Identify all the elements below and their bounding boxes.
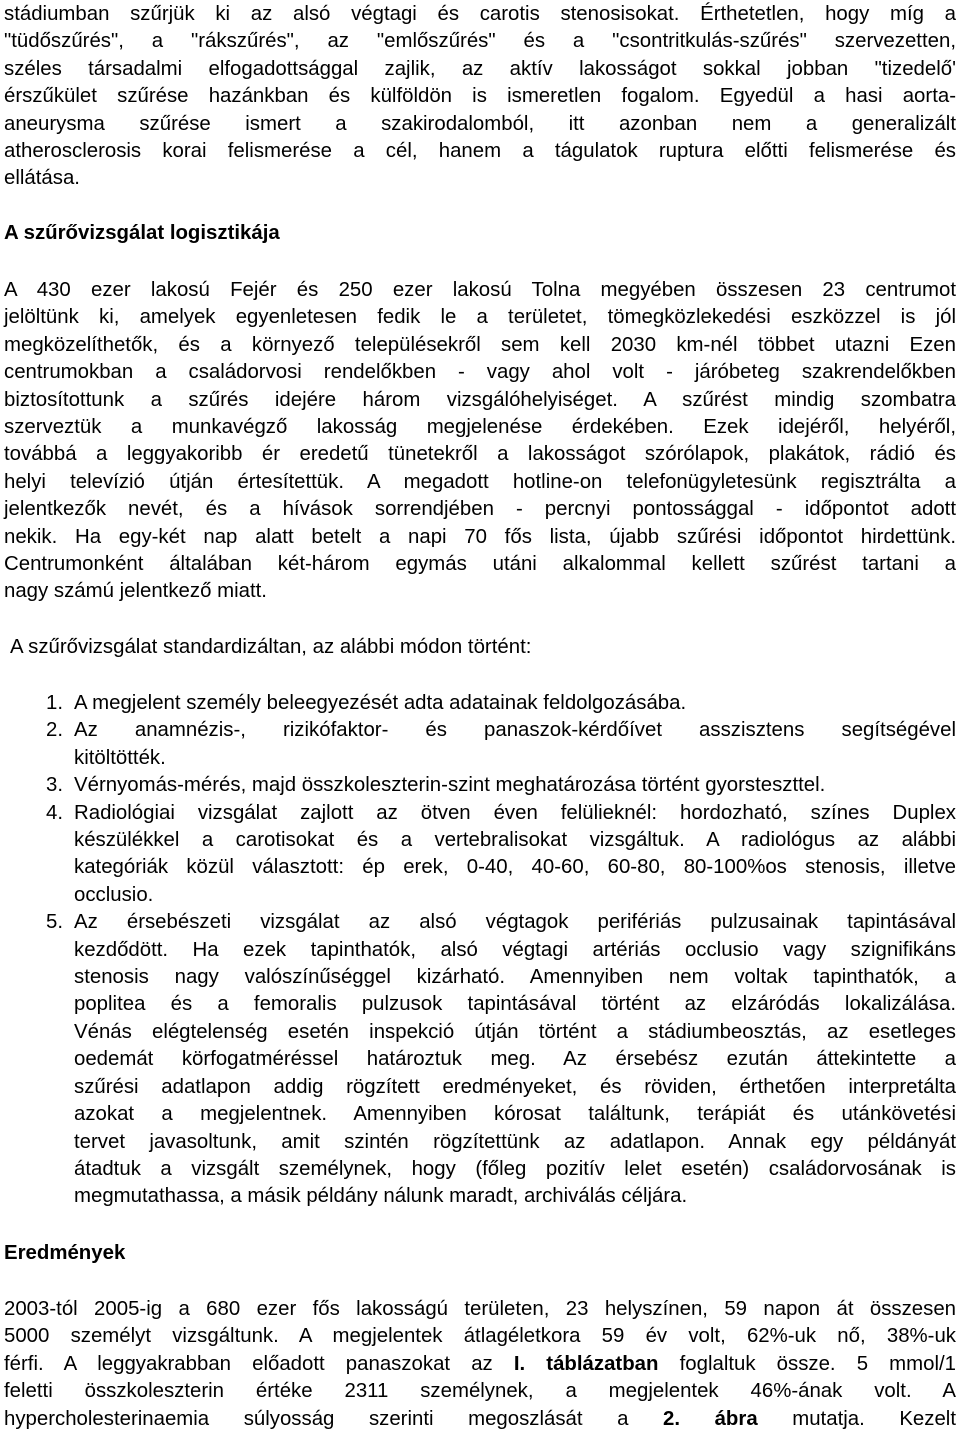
text-line: Az érsebészeti vizsgálat az alsó végtagok perifériás pulzusainak tapintásával <box>74 911 956 934</box>
text-line: érszűkület szűrése hazánkban és külföldön is ismeretlen fogalom. Egyedül a hasi aorta- <box>4 85 956 108</box>
text-line: szerveztük a munkavégző lakosság megjelenése érdekében. Ezek idejéről, helyéről, <box>4 416 956 439</box>
text-line: poplitea és a femoralis pulzusok tapintásával történt az elzáródás lokalizálása. <box>74 993 956 1016</box>
text-line: Az anamnézis-, rizikófaktor- és panaszok-kérdőívet asszisztens segítségével <box>74 719 956 742</box>
text-line: stenosis nagy valószínűséggel kizárható. Amennyiben nem voltak tapinthatók, a <box>74 966 956 989</box>
text-line: továbbá a leggyakoribb ér eredetű tünetekről a lakosságot szórólapok, plakátok, rádió és <box>4 443 956 466</box>
text-line: 2003-tól 2005-ig a 680 ezer fős lakosságú területen, 23 helyszínen, 59 napon át összesen <box>4 1298 956 1320</box>
text-line: azokat a megjelentnek. Amennyiben kórosat találtunk, terápiát és utánkövetési <box>74 1103 956 1126</box>
text-line: tervet javasoltunk, amit szintén rögzítettünk az adatlapon. Annak egy példányát <box>74 1130 956 1153</box>
text-line: jelentkezők nevét, és a hívások sorrendjében - percnyi pontossággal - időpontot adott <box>4 498 956 521</box>
text-line: A 430 ezer lakosú Fejér és 250 ezer lakosú Tolna megyében összesen 23 centrumot <box>4 279 956 301</box>
figure-reference: 2. ábra <box>663 1407 758 1430</box>
list-number: 2. <box>46 719 64 742</box>
text-line: feletti összkoleszterin értéke 2311 személynek, a megjelentek 46%-ának volt. A <box>4 1380 956 1403</box>
list-number: 3. <box>46 774 64 797</box>
list-number: 5. <box>46 911 64 934</box>
text-line: kategóriák közül választott: ép erek, 0-40, 40-60, 60-80, 80-100%os stenosis, illetve <box>74 856 956 879</box>
text-line: megközelíthetők, és a környező településekről sem kell 2030 km-nél többet utazni Ezen <box>4 333 956 356</box>
list-number: 1. <box>46 692 64 714</box>
text-line: kezdődött. Ha ezek tapinthatók, alsó végtagi artériás occlusio vagy szignifikáns <box>74 938 956 961</box>
text-line: ellátása. <box>4 167 80 190</box>
text-line: biztosítottunk a szűrés idejére három vizsgálóhelyiséget. A szűrést mindig szombatra <box>4 388 956 411</box>
text-line: centrumokban a családorvosi rendelőkben - vagy ahol volt - járóbeteg szakrendelőkben <box>4 361 956 384</box>
paragraph-logistics <box>4 277 956 606</box>
text-run: mutatja. Kezelt <box>757 1407 956 1430</box>
text-line: készülékkel a carotisokat és a vertebralisokat vizsgáltuk. A radiológus az alábbi <box>74 829 956 852</box>
text-line: Radiológiai vizsgálat zajlott az ötven éven felülieknél: hordozható, színes Duplex <box>74 801 956 824</box>
text-line: átadtuk a vizsgált személynek, hogy (főleg pozitív lelet esetén) családorvosának is <box>74 1157 956 1180</box>
text-line: széles társadalmi elfogadottsággal zajlik, az aktív lakosságot sokkal jobban "tizedelő' <box>4 57 956 80</box>
text-line: jelöltünk ki, amelyek egyenletesen fedik le a területet, tömegközlekedési eszközzel is jól <box>4 306 956 329</box>
list-item <box>4 909 956 1210</box>
table-reference: I. táblázatban <box>513 1352 659 1375</box>
text-line: szűrési adatlapon addig rögzített eredményeket, és röviden, érthetően interpretálta <box>74 1075 956 1098</box>
section-heading-results: Eredmények <box>4 1242 126 1264</box>
text-line: "tüdőszűrés", a "rákszűrés", az "emlőszűrés" és a "csontritkulás-szűrés" szervezetten, <box>4 30 956 53</box>
procedure-list <box>4 690 956 1211</box>
text-run: foglaltuk össze. 5 mmol/1 <box>658 1352 957 1375</box>
list-item <box>4 717 956 772</box>
text-line: helyi televízió útján értesítettük. A megadott hotline-on telefonügyletesünk regisztrálta a <box>4 470 956 493</box>
text-line: Centrumonként általában két-három egymás utáni alkalommal kellett szűrést tartani a <box>4 553 956 576</box>
list-intro: A szűrővizsgálat standardizáltan, az alábbi módon történt: <box>10 636 532 658</box>
text-line: stádiumban szűrjük ki az alsó végtagi és carotis stenosisokat. Érthetetlen, hogy míg a <box>4 3 956 25</box>
list-item <box>4 800 956 910</box>
text-run: férfi. A leggyakrabban előadott panaszokat az <box>4 1352 514 1375</box>
text-run: hypercholesterinaemia súlyosság szerinti megoszlását a <box>4 1407 664 1430</box>
text-line <box>4 1351 956 1378</box>
text-line: 5000 személyt vizsgáltunk. A megjelentek átlagéletkora 59 év volt, 62%-uk nő, 38%-uk <box>4 1325 956 1348</box>
paragraph-intro <box>4 1 956 193</box>
list-number: 4. <box>46 801 64 824</box>
text-line: oedemát körfogatméréssel határoztuk meg. Az érsebész ezután áttekintette a <box>74 1048 956 1071</box>
text-line <box>4 1406 956 1433</box>
text-line: kitöltötték. <box>74 746 166 769</box>
text-line: megmutathassa, a másik példány nálunk maradt, archiválás céljára. <box>74 1185 688 1208</box>
text-line: occlusio. <box>74 883 154 906</box>
section-heading-logistics: A szűrővizsgálat logisztikája <box>4 222 280 244</box>
list-item <box>4 690 956 717</box>
text-line: nekik. Ha egy-két nap alatt betelt a napi 70 fős lista, újabb szűrési időpontot hirdettünk. <box>4 525 956 548</box>
paragraph-results <box>4 1296 956 1433</box>
text-line: aneurysma szűrése ismert a szakirodalomból, itt azonban nem a generalizált <box>4 112 956 135</box>
text-line: nagy számú jelentkező miatt. <box>4 580 267 603</box>
text-line: A megjelent személy beleegyezését adta adatainak feldolgozásába. <box>74 692 687 714</box>
text-line: Vérnyomás-mérés, majd összkoleszterin-szint meghatározása történt gyorsteszttel. <box>74 774 826 797</box>
list-item <box>4 772 956 799</box>
text-line: Vénás elégtelenség esetén inspekció útján történt a stádiumbeosztás, az esetleges <box>74 1020 956 1043</box>
text-line: atherosclerosis korai felismerése a cél, hanem a tágulatok ruptura előtti felismerése és <box>4 140 956 163</box>
